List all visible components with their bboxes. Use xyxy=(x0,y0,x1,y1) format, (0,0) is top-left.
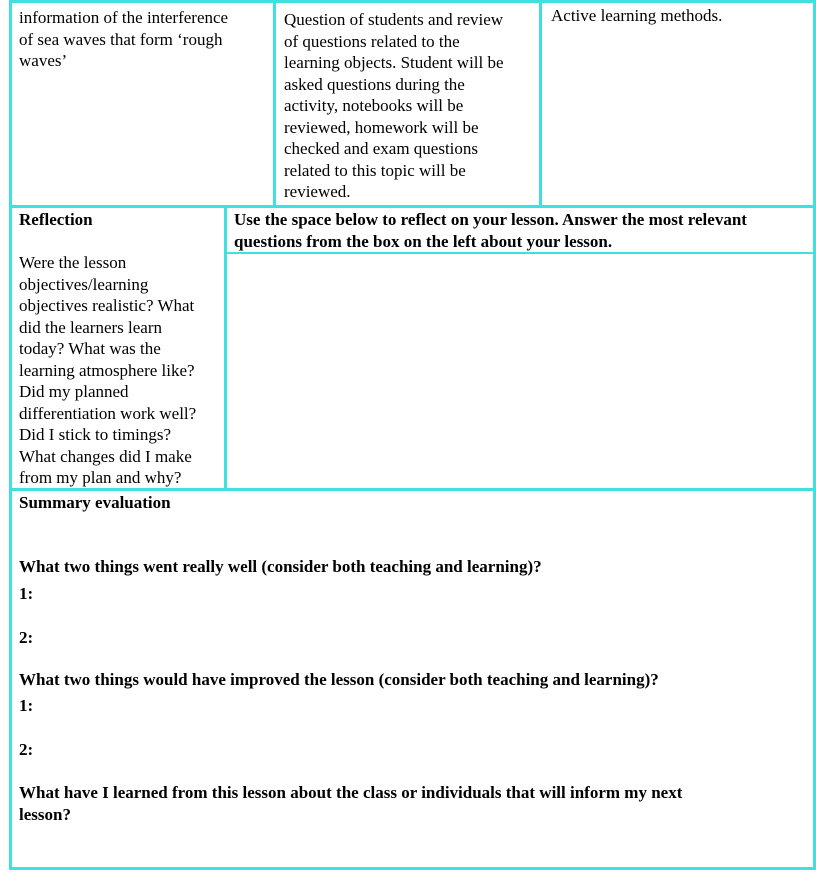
reflection-question-line: Did my planned xyxy=(19,382,129,401)
summary-question-2: What two things would have improved the lesson (consider both teaching and learning)? xyxy=(19,670,659,689)
summary-q1-item2: 2: xyxy=(19,628,34,647)
row1-col2-line: of questions related to the xyxy=(284,31,460,51)
summary-question-3-line2: lesson? xyxy=(19,804,71,824)
border-bottom xyxy=(9,867,816,870)
row1-col2-line: reviewed. xyxy=(284,182,351,201)
summary-question-1: What two things went really well (consider both teaching and learning)? xyxy=(19,557,542,576)
summary-q2-item2: 2: xyxy=(19,740,34,759)
row1-col2-line: Question of students and review xyxy=(284,10,504,29)
row1-col2-line: learning objects. Student will be xyxy=(284,53,504,72)
reflection-question-line: Were the lesson xyxy=(19,253,127,272)
row1-col2-line: related to this topic will be xyxy=(284,160,466,180)
row1-col1-line: information of the interference xyxy=(19,8,229,27)
row1-bottom-border xyxy=(9,205,816,208)
summary-question-3: What have I learned from this lesson about the class or individuals that will inform my next xyxy=(19,783,683,802)
reflection-heading: Reflection xyxy=(19,210,93,229)
row1-col1-line: waves’ xyxy=(19,51,68,70)
reflection-question-line: Did I stick to timings? xyxy=(19,425,172,444)
row1-divider-1 xyxy=(273,0,276,207)
reflection-question-line: from my plan and why? xyxy=(19,468,182,487)
row1-col1-line: of sea waves that form ‘rough xyxy=(19,29,223,49)
reflection-question-line: objectives realistic? What xyxy=(19,296,195,315)
row1-divider-2 xyxy=(539,0,542,207)
border-top xyxy=(9,0,816,3)
row1-col2-line: asked questions during the xyxy=(284,74,465,94)
reflection-question-line: today? What was the xyxy=(19,339,161,358)
row1-col3-line: Active learning methods. xyxy=(551,6,723,25)
reflection-question-line: objectives/learning xyxy=(19,274,149,294)
reflection-answer-area[interactable] xyxy=(227,254,813,488)
summary-q1-item1: 1: xyxy=(19,584,34,603)
reflection-question-line: differentiation work well? xyxy=(19,403,197,423)
border-left xyxy=(9,0,12,870)
reflection-question-line: did the learners learn xyxy=(19,317,163,337)
summary-q2-item1: 1: xyxy=(19,696,34,715)
summary-heading: Summary evaluation xyxy=(19,493,171,512)
reflection-prompt: Use the space below to reflect on your lesson. Answer the most relevant xyxy=(234,210,747,229)
reflection-question-line: learning atmosphere like? xyxy=(19,360,195,380)
row1-col2-line: activity, notebooks will be xyxy=(284,96,464,115)
row1-col2-line: reviewed, homework will be xyxy=(284,117,479,137)
reflection-question-line: What changes did I make xyxy=(19,446,192,466)
reflection-prompt-line2: questions from the box on the left about your lesson. xyxy=(234,231,613,251)
row1-col2-line: checked and exam questions xyxy=(284,139,479,158)
